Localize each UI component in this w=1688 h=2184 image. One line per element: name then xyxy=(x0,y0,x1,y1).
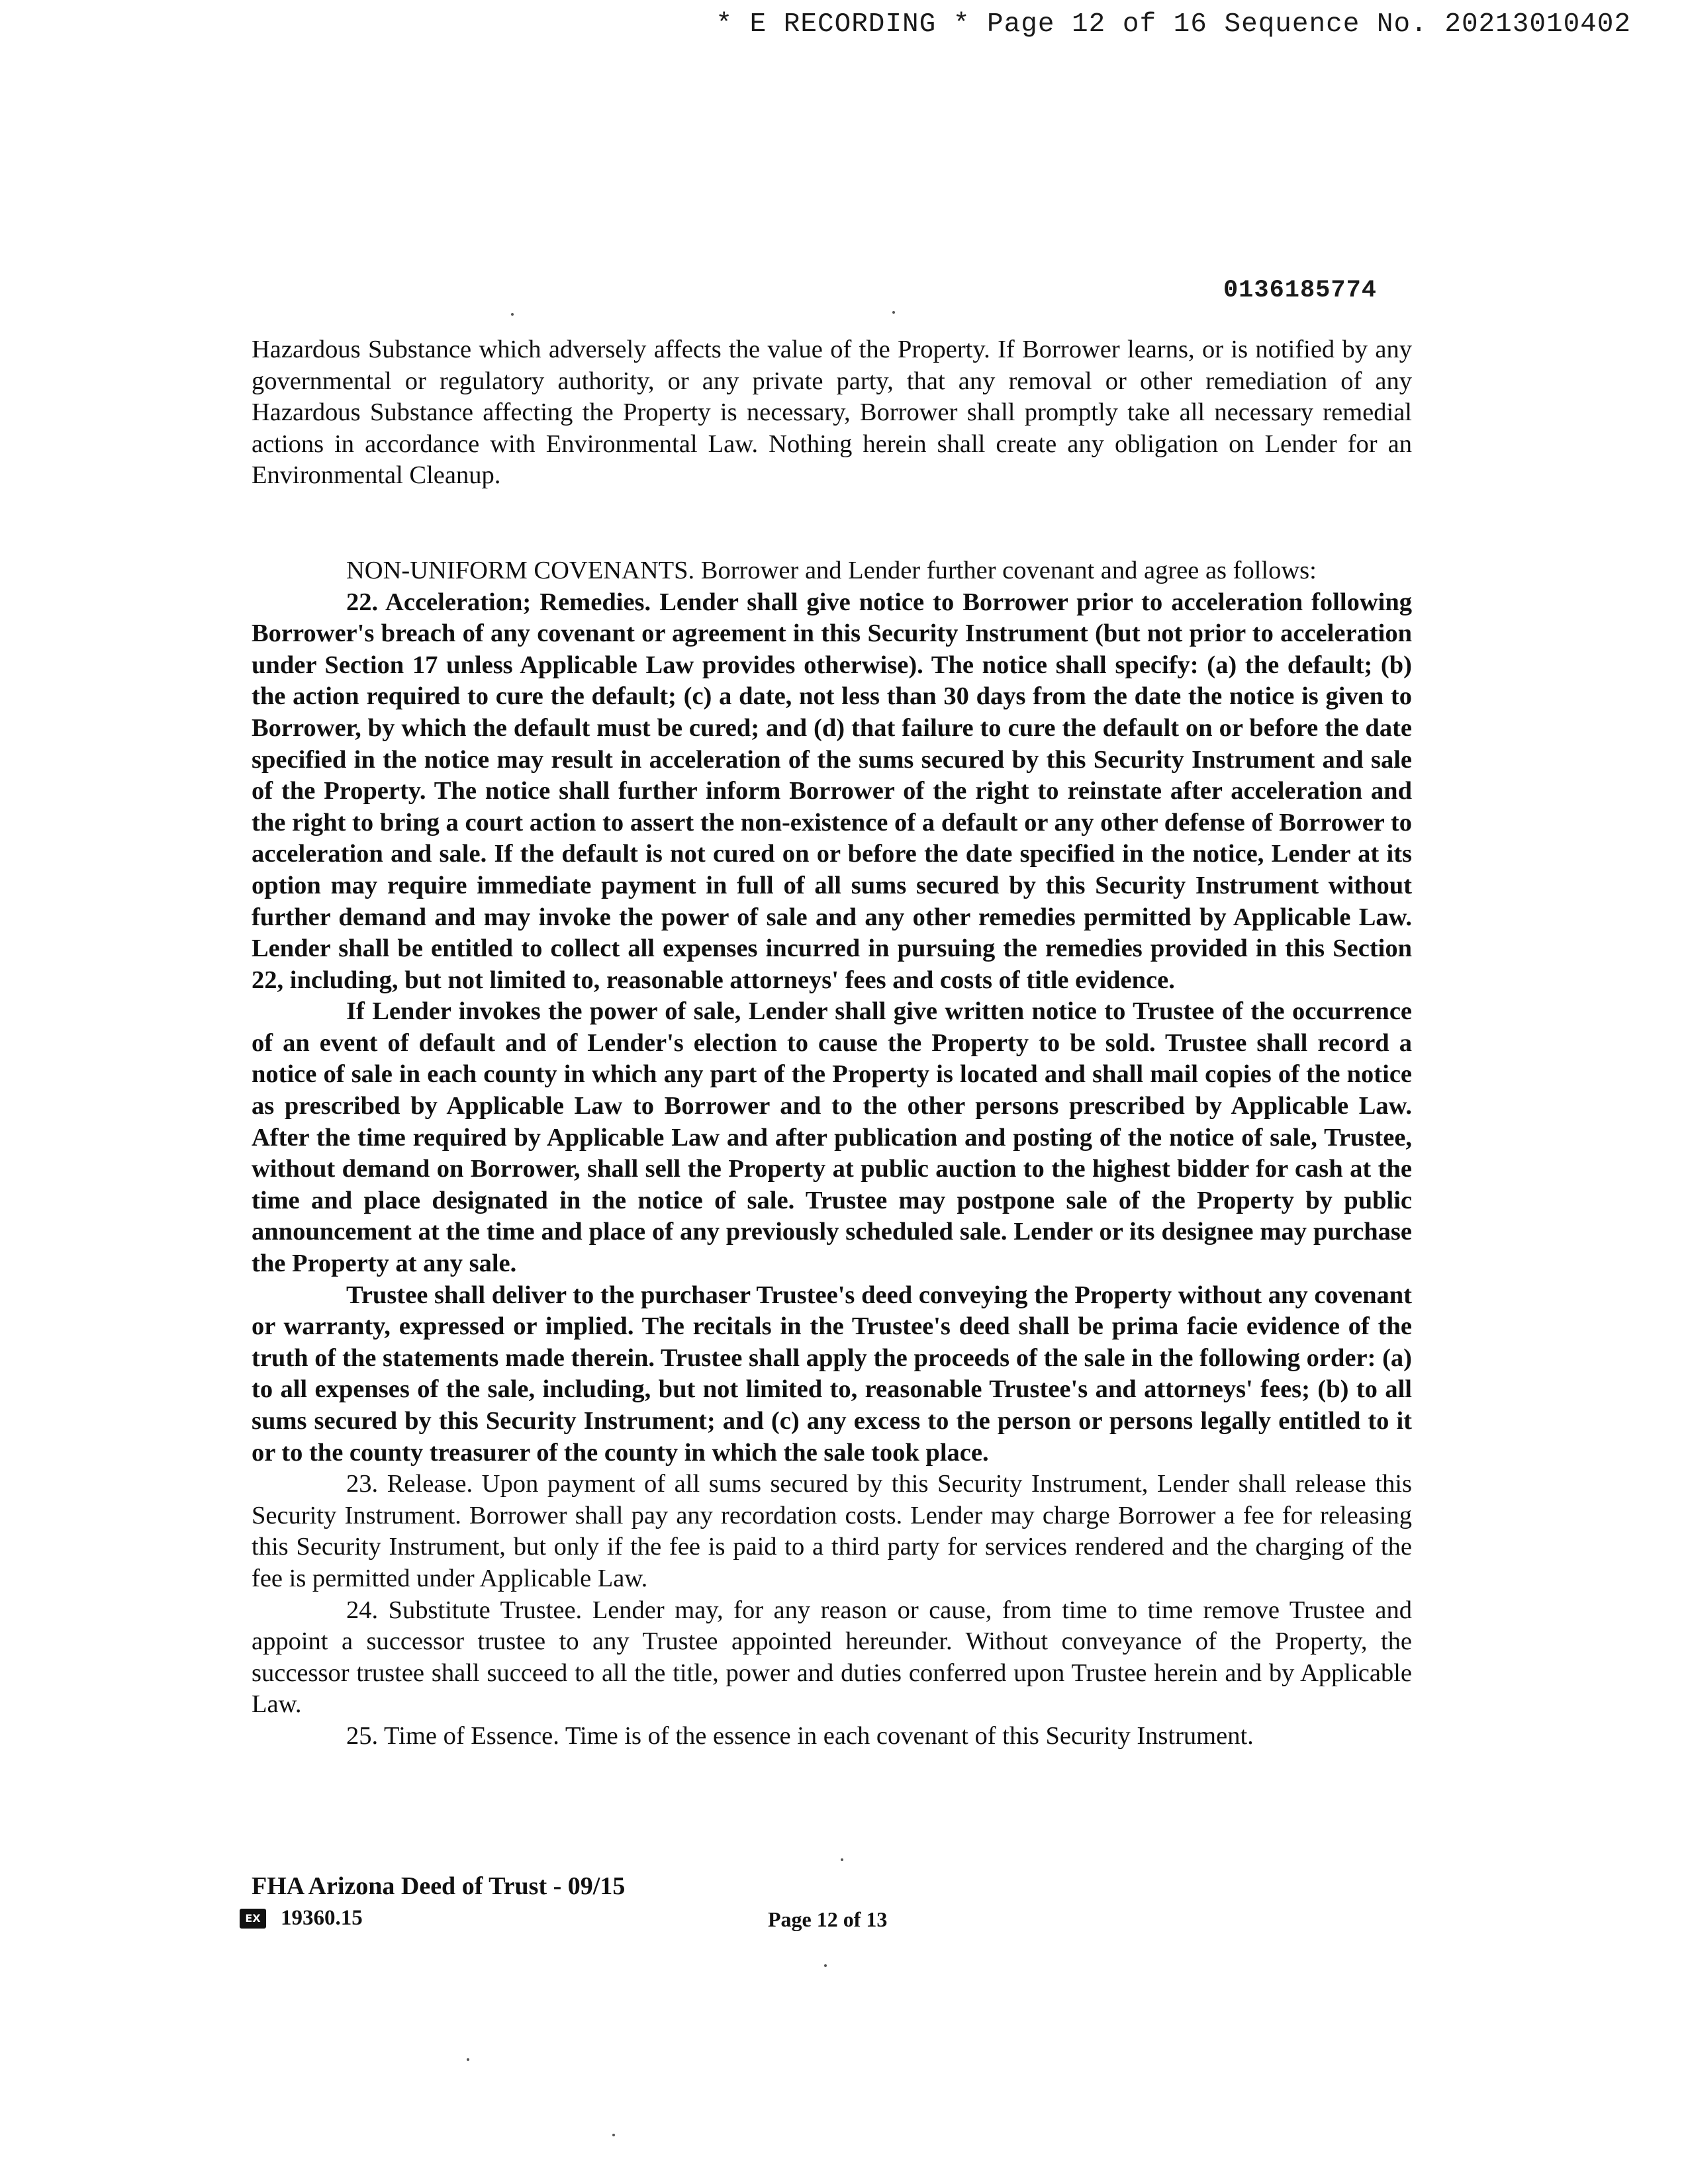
footer-form-title: FHA Arizona Deed of Trust - 09/15 xyxy=(252,1872,626,1900)
scan-speck xyxy=(511,313,514,316)
paragraph-22-acceleration-remedies: 22. Acceleration; Remedies. Lender shall give notice to Borrower prior to acceleration following Borrower's breach of any covenant or agreement in this Security Instrument (but not prior to acceleration under Section 17 unless Applicable Law provides otherwise). The notice shall specify: (a) the default; (b) the action required to cure the default; (c) a date, not less than 30 days from the date the notice is given to Borrower, by which the default must be cured; and (d) that failure to cure the default on or before the date specified in the notice may result in acceleration of the sums secured by this Security Instrument and sale of the Property. The notice shall further inform Borrower of the right to reinstate after acceleration and the right to bring a court action to assert the non-existence of a default or any other defense of Borrower to acceleration and sale. If the default is not cured on or before the date specified in the notice, Lender at its option may require immediate payment in full of all sums secured by this Security Instrument without further demand and may invoke the power of sale and any other remedies permitted by Applicable Law. Lender shall be entitled to collect all expenses incurred in pursuing the remedies provided in this Section 22, including, but not limited to, reasonable attorneys' fees and costs of title evidence. xyxy=(252,588,1412,994)
paragraph-hazardous-substance: Hazardous Substance which adversely affects the value of the Property. If Borrower learns, or is notified by any governmental or regulatory authority, or any private party, that any removal or other remediation of any Hazardous Substance affecting the Property is necessary, Borrower shall promptly take all necessary remedial actions in accordance with Environmental Law. Nothing herein shall create any obligation on Lender for an Environmental Cleanup. xyxy=(252,336,1412,490)
paragraph-power-of-sale: If Lender invokes the power of sale, Lender shall give written notice to Trustee of the occurrence of an event of default and of Lender's election to cause the Property to be sold. Trustee shall record a notice of sale in each county in which any part of the Property is located and shall mail copies of the notice as prescribed by Applicable Law to Borrower and to the other persons prescribed by Applicable Law. After the time required by Applicable Law and after publication and posting of the notice of sale, Trustee, without demand on Borrower, shall sell the Property at public auction to the highest bidder for cash at the time and place designated in the notice of sale. Trustee may postpone sale of the Property by public announcement at the time and place of any previously scheduled sale. Lender or its designee may purchase the Property at any sale. xyxy=(252,997,1412,1278)
paragraph-non-uniform-covenants: NON-UNIFORM COVENANTS. Borrower and Lender further covenant and agree as follows: xyxy=(346,556,1317,584)
paragraph-trustee-deed: Trustee shall deliver to the purchaser Trustee's deed conveying the Property without any covenant or warranty, expressed or implied. The recitals in the Trustee's deed shall be prima facie evidence of the truth of the statements made therein. Trustee shall apply the proceeds of the sale in the following order: (a) to all expenses of the sale, including, but not limited to, reasonable Trustee's and attorneys' fees; (b) to all sums secured by this Security Instrument; and (c) any excess to the person or persons legally entitled to it or to the county treasurer of the county in which the sale took place. xyxy=(252,1281,1412,1467)
scan-speck xyxy=(467,2058,469,2061)
footer-form-id xyxy=(240,1906,363,1931)
paragraph-24-substitute-trustee: 24. Substitute Trustee. Lender may, for any reason or cause, from time to time remove Trustee and appoint a successor trustee to any Trustee appointed hereunder. Without conveyance of the Property, the successor trustee shall succeed to all the title, power and duties conferred upon Trustee herein and by Applicable Law. xyxy=(252,1596,1412,1719)
paragraph-25-time-of-essence: 25. Time of Essence. Time is of the essence in each covenant of this Security Instrument. xyxy=(346,1721,1254,1750)
recording-header: * E RECORDING * Page 12 of 16 Sequence No. 20213010402 xyxy=(716,9,1631,40)
footer-form-number: 19360.15 xyxy=(281,1906,363,1930)
scan-speck xyxy=(892,311,895,314)
paragraph-spacer xyxy=(252,492,1412,555)
paragraph-23-release: 23. Release. Upon payment of all sums secured by this Security Instrument, Lender shall release this Security Instrument. Borrower shall pay any recordation costs. Lender may charge Borrower a fee for releasing this Security Instrument, but only if the fee is paid to a third party for services rendered and the charging of the fee is permitted under Applicable Law. xyxy=(252,1470,1412,1592)
form-badge-icon: EX xyxy=(240,1909,266,1929)
scan-speck xyxy=(824,1964,827,1967)
footer-page-number: Page 12 of 13 xyxy=(768,1907,888,1931)
scan-speck xyxy=(612,2134,615,2136)
scan-speck xyxy=(841,1858,843,1861)
loan-number: 0136185774 xyxy=(1223,277,1377,304)
document-body xyxy=(252,334,1412,1752)
